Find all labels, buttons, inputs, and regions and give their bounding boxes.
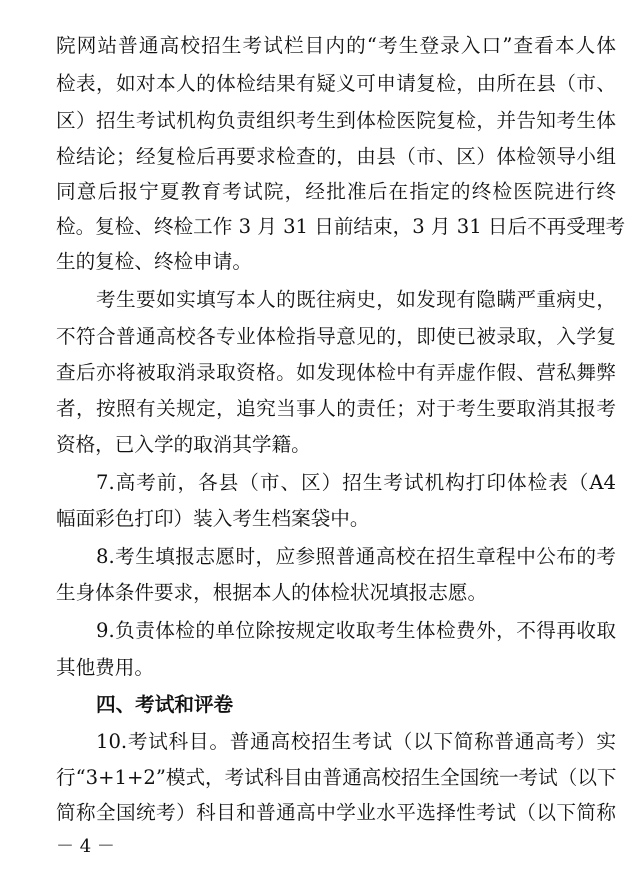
text-line: 生的复检、终检申请。 [56, 250, 252, 273]
page-number: － 4 － [56, 836, 115, 857]
text-line: 者，按照有关规定，追究当事人的责任；对于考生要取消其报考 [56, 397, 616, 420]
text-line: 区）招生考试机构负责组织考生到体检医院复检，并告知考生体 [56, 109, 616, 132]
text-line: 9.负责体检的单位除按规定收取考生体检费外，不得再收取 [96, 619, 616, 642]
text-line: 院网站普通高校招生考试栏目内的“考生登录入口”查看本人体 [56, 34, 616, 57]
text-line: 检表，如对本人的体检结果有疑义可申请复检，由所在县（市、 [56, 72, 616, 95]
text-line: 资格，已入学的取消其学籍。 [56, 433, 311, 456]
section-heading: 四、考试和评卷 [96, 693, 234, 716]
text-line: 生身体条件要求，根据本人的体检状况填报志愿。 [56, 581, 488, 604]
text-line: 考生要如实填写本人的既往病史，如发现有隐瞒严重病史， [96, 288, 616, 311]
text-line: 7.高考前，各县（市、区）招生考试机构打印体检表（A4 [96, 471, 616, 494]
text-line: 查后亦将被取消录取资格。如发现体检中有弄虚作假、营私舞弊 [56, 361, 616, 384]
text-line: 8.考生填报志愿时，应参照普通高校在招生章程中公布的考 [96, 545, 616, 568]
text-line: 幅面彩色打印）装入考生档案袋中。 [56, 507, 370, 530]
text-line: 不符合普通高校各专业体检指导意见的，即使已被录取，入学复 [56, 325, 616, 348]
text-line: 简称全国统考）科目和普通高中学业水平选择性考试（以下简称 [56, 801, 616, 824]
text-line: 10.考试科目。普通高校招生考试（以下简称普通高考）实 [96, 730, 616, 753]
text-line: 同意后报宁夏教育考试院，经批准后在指定的终检医院进行终 [56, 180, 616, 203]
text-line: 行“3+1+2”模式，考试科目由普通高校招生全国统一考试（以下 [56, 766, 617, 789]
text-line: 其他费用。 [56, 656, 154, 679]
text-line: 检结论；经复检后再要求检查的，由县（市、区）体检领导小组 [56, 145, 616, 168]
text-line: 检。复检、终检工作 3 月 31 日前结束，3 月 31 日后不再受理考 [56, 215, 626, 238]
